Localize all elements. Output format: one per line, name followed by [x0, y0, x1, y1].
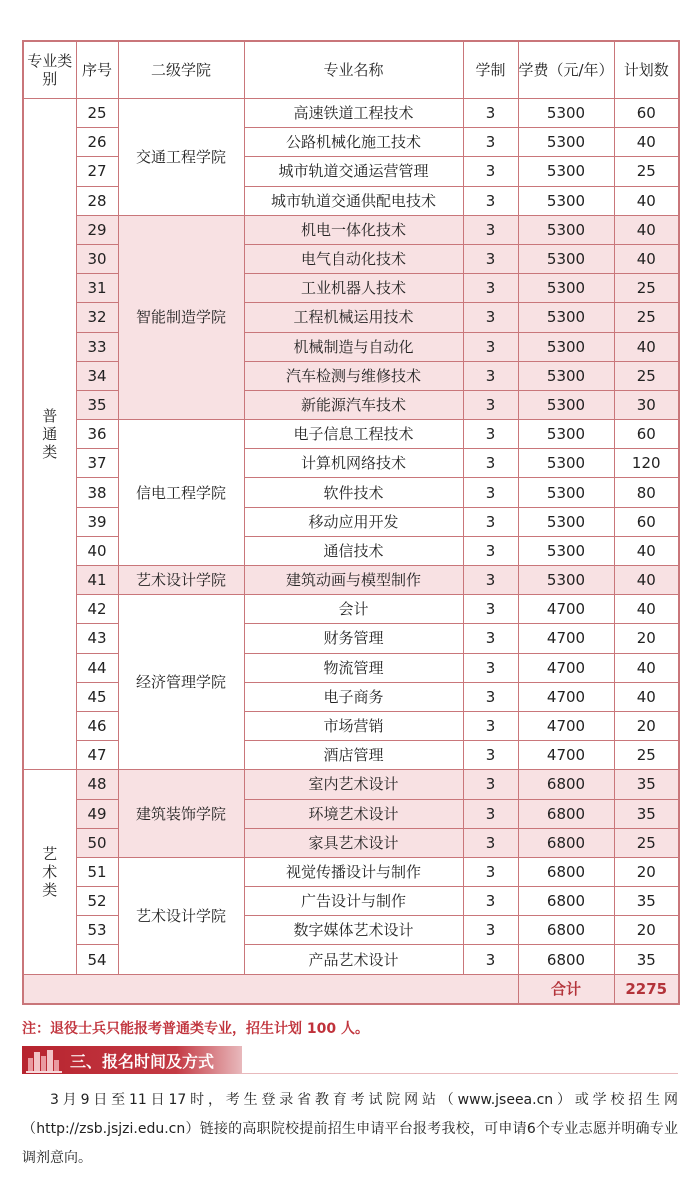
duration-cell: 3	[463, 332, 518, 361]
seq-cell: 43	[76, 624, 118, 653]
seq-cell: 46	[76, 711, 118, 740]
seq-cell: 28	[76, 186, 118, 215]
duration-cell: 3	[463, 682, 518, 711]
major-cell: 广告设计与制作	[244, 887, 463, 916]
major-cell: 酒店管理	[244, 741, 463, 770]
major-cell: 软件技术	[244, 478, 463, 507]
plan-cell: 25	[614, 361, 679, 390]
total-value: 2275	[614, 974, 679, 1004]
total-blank-cell	[23, 974, 518, 1004]
plan-cell: 25	[614, 828, 679, 857]
college-cell: 建筑装饰学院	[118, 770, 244, 858]
major-cell: 财务管理	[244, 624, 463, 653]
major-cell: 机械制造与自动化	[244, 332, 463, 361]
category-char: 普	[42, 407, 58, 426]
seq-cell: 37	[76, 449, 118, 478]
major-cell: 电子商务	[244, 682, 463, 711]
fee-cell: 4700	[518, 595, 614, 624]
seq-cell: 25	[76, 99, 118, 128]
duration-cell: 3	[463, 945, 518, 974]
plan-cell: 40	[614, 595, 679, 624]
seq-cell: 36	[76, 420, 118, 449]
fee-cell: 4700	[518, 624, 614, 653]
fee-cell: 6800	[518, 857, 614, 886]
fee-cell: 5300	[518, 186, 614, 215]
seq-cell: 48	[76, 770, 118, 799]
seq-cell: 27	[76, 157, 118, 186]
header-seq: 序号	[76, 41, 118, 99]
major-cell: 电气自动化技术	[244, 244, 463, 273]
category-char: 类	[42, 443, 58, 462]
major-cell: 产品艺术设计	[244, 945, 463, 974]
seq-cell: 40	[76, 536, 118, 565]
plan-cell: 25	[614, 741, 679, 770]
plan-cell: 60	[614, 507, 679, 536]
major-cell: 高速铁道工程技术	[244, 99, 463, 128]
seq-cell: 41	[76, 566, 118, 595]
plan-cell: 25	[614, 157, 679, 186]
duration-cell: 3	[463, 186, 518, 215]
seq-cell: 35	[76, 390, 118, 419]
category-cell	[23, 770, 76, 974]
seq-cell: 44	[76, 653, 118, 682]
duration-cell: 3	[463, 478, 518, 507]
seq-cell: 42	[76, 595, 118, 624]
plan-cell: 25	[614, 303, 679, 332]
major-cell: 视觉传播设计与制作	[244, 857, 463, 886]
plan-cell: 35	[614, 770, 679, 799]
duration-cell: 3	[463, 536, 518, 565]
plan-cell: 40	[614, 566, 679, 595]
fee-cell: 4700	[518, 711, 614, 740]
major-cell: 市场营销	[244, 711, 463, 740]
plan-cell: 80	[614, 478, 679, 507]
total-row	[23, 974, 679, 1004]
category-char: 艺	[42, 844, 58, 863]
table-row	[23, 420, 679, 449]
duration-cell: 3	[463, 799, 518, 828]
fee-cell: 5300	[518, 303, 614, 332]
fee-cell: 5300	[518, 157, 614, 186]
duration-cell: 3	[463, 274, 518, 303]
plan-cell: 35	[614, 945, 679, 974]
fee-cell: 5300	[518, 507, 614, 536]
seq-cell: 38	[76, 478, 118, 507]
header-plan: 计划数	[614, 41, 679, 99]
duration-cell: 3	[463, 99, 518, 128]
registration-paragraph: 3月9日至11日17时，考生登录省教育考试院网站（www.jseea.cn）或学校招生网（http://zsb.jsjzi.edu.cn）链接的高职院校提前招生申请平台报考我校，可申请6个专业志愿并明确专业调剂意向。	[22, 1092, 678, 1166]
plan-cell: 60	[614, 420, 679, 449]
major-cell: 会计	[244, 595, 463, 624]
major-cell: 移动应用开发	[244, 507, 463, 536]
duration-cell: 3	[463, 449, 518, 478]
duration-cell: 3	[463, 595, 518, 624]
fee-cell: 5300	[518, 274, 614, 303]
duration-cell: 3	[463, 566, 518, 595]
fee-cell: 4700	[518, 682, 614, 711]
seq-cell: 50	[76, 828, 118, 857]
header-fee: 学费（元/年）	[518, 41, 614, 99]
seq-cell: 29	[76, 215, 118, 244]
table-row	[23, 770, 679, 799]
duration-cell: 3	[463, 303, 518, 332]
fee-cell: 6800	[518, 799, 614, 828]
fee-cell: 6800	[518, 770, 614, 799]
fee-cell: 5300	[518, 128, 614, 157]
fee-cell: 5300	[518, 99, 614, 128]
seq-cell: 32	[76, 303, 118, 332]
plan-cell: 40	[614, 332, 679, 361]
college-cell: 交通工程学院	[118, 99, 244, 216]
duration-cell: 3	[463, 157, 518, 186]
seq-cell: 31	[76, 274, 118, 303]
fee-cell: 5300	[518, 536, 614, 565]
plan-cell: 40	[614, 186, 679, 215]
duration-cell: 3	[463, 361, 518, 390]
category-cell	[23, 99, 76, 770]
major-cell: 汽车检测与维修技术	[244, 361, 463, 390]
total-label: 合计	[518, 974, 614, 1004]
table-body	[23, 99, 679, 1004]
college-cell: 艺术设计学院	[118, 566, 244, 595]
enrollment-plan-table	[22, 40, 680, 1005]
duration-cell: 3	[463, 741, 518, 770]
fee-cell: 6800	[518, 945, 614, 974]
seq-cell: 45	[76, 682, 118, 711]
seq-cell: 47	[76, 741, 118, 770]
category-char: 通	[42, 425, 58, 444]
duration-cell: 3	[463, 828, 518, 857]
plan-cell: 40	[614, 244, 679, 273]
building-icon	[22, 1046, 66, 1074]
duration-cell: 3	[463, 390, 518, 419]
fee-cell: 6800	[518, 916, 614, 945]
fee-cell: 5300	[518, 215, 614, 244]
seq-cell: 54	[76, 945, 118, 974]
fee-cell: 5300	[518, 361, 614, 390]
fee-cell: 5300	[518, 566, 614, 595]
plan-cell: 40	[614, 215, 679, 244]
section-title: 三、报名时间及方式	[70, 1051, 215, 1071]
college-cell: 智能制造学院	[118, 215, 244, 419]
seq-cell: 52	[76, 887, 118, 916]
duration-cell: 3	[463, 857, 518, 886]
seq-cell: 26	[76, 128, 118, 157]
plan-cell: 20	[614, 857, 679, 886]
fee-cell: 5300	[518, 420, 614, 449]
section-divider	[242, 1073, 678, 1074]
seq-cell: 53	[76, 916, 118, 945]
plan-cell: 30	[614, 390, 679, 419]
seq-cell: 34	[76, 361, 118, 390]
seq-cell: 39	[76, 507, 118, 536]
duration-cell: 3	[463, 624, 518, 653]
section-heading	[22, 1046, 242, 1074]
seq-cell: 49	[76, 799, 118, 828]
fee-cell: 5300	[518, 332, 614, 361]
duration-cell: 3	[463, 916, 518, 945]
duration-cell: 3	[463, 244, 518, 273]
seq-cell: 33	[76, 332, 118, 361]
plan-cell: 40	[614, 128, 679, 157]
fee-cell: 6800	[518, 828, 614, 857]
plan-cell: 40	[614, 536, 679, 565]
table-row	[23, 566, 679, 595]
note-text: 注：退役士兵只能报考普通类专业，招生计划 100 人。	[22, 1021, 369, 1037]
duration-cell: 3	[463, 215, 518, 244]
table-row	[23, 99, 679, 128]
header-major: 专业名称	[244, 41, 463, 99]
fee-cell: 5300	[518, 244, 614, 273]
plan-cell: 35	[614, 887, 679, 916]
major-cell: 电子信息工程技术	[244, 420, 463, 449]
table-header-row	[23, 41, 679, 99]
duration-cell: 3	[463, 128, 518, 157]
major-cell: 工业机器人技术	[244, 274, 463, 303]
college-cell: 经济管理学院	[118, 595, 244, 770]
major-cell: 公路机械化施工技术	[244, 128, 463, 157]
major-cell: 机电一体化技术	[244, 215, 463, 244]
duration-cell: 3	[463, 711, 518, 740]
seq-cell: 51	[76, 857, 118, 886]
major-cell: 家具艺术设计	[244, 828, 463, 857]
plan-cell: 35	[614, 799, 679, 828]
college-cell: 艺术设计学院	[118, 857, 244, 974]
header-college: 二级学院	[118, 41, 244, 99]
major-cell: 环境艺术设计	[244, 799, 463, 828]
major-cell: 城市轨道交通供配电技术	[244, 186, 463, 215]
plan-cell: 120	[614, 449, 679, 478]
table-row	[23, 215, 679, 244]
duration-cell: 3	[463, 653, 518, 682]
plan-cell: 20	[614, 916, 679, 945]
header-category: 专业类别	[23, 41, 76, 99]
fee-cell: 4700	[518, 653, 614, 682]
fee-cell: 5300	[518, 390, 614, 419]
plan-cell: 60	[614, 99, 679, 128]
major-cell: 物流管理	[244, 653, 463, 682]
plan-cell: 40	[614, 682, 679, 711]
major-cell: 计算机网络技术	[244, 449, 463, 478]
plan-cell: 20	[614, 711, 679, 740]
fee-cell: 5300	[518, 449, 614, 478]
major-cell: 新能源汽车技术	[244, 390, 463, 419]
duration-cell: 3	[463, 420, 518, 449]
college-cell: 信电工程学院	[118, 420, 244, 566]
header-duration: 学制	[463, 41, 518, 99]
plan-cell: 40	[614, 653, 679, 682]
category-char: 类	[42, 880, 58, 899]
duration-cell: 3	[463, 770, 518, 799]
fee-cell: 6800	[518, 887, 614, 916]
duration-cell: 3	[463, 887, 518, 916]
duration-cell: 3	[463, 507, 518, 536]
plan-cell: 25	[614, 274, 679, 303]
major-cell: 数字媒体艺术设计	[244, 916, 463, 945]
major-cell: 工程机械运用技术	[244, 303, 463, 332]
major-cell: 建筑动画与模型制作	[244, 566, 463, 595]
major-cell: 室内艺术设计	[244, 770, 463, 799]
plan-cell: 20	[614, 624, 679, 653]
fee-cell: 5300	[518, 478, 614, 507]
seq-cell: 30	[76, 244, 118, 273]
category-char: 术	[42, 862, 58, 881]
table-row	[23, 595, 679, 624]
major-cell: 城市轨道交通运营管理	[244, 157, 463, 186]
fee-cell: 4700	[518, 741, 614, 770]
major-cell: 通信技术	[244, 536, 463, 565]
table-row	[23, 857, 679, 886]
